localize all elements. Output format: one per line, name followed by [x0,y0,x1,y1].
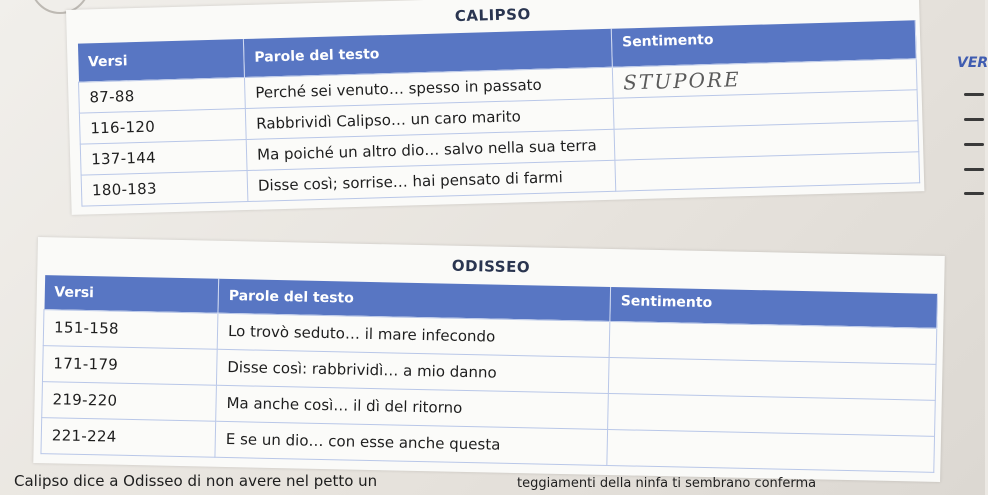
calipso-sheet [66,0,924,215]
calipso-table [77,20,920,206]
parole-cell: E se un dio… con esse anche questa [215,421,608,465]
calipso-header-parole: Parole del testo [243,29,612,77]
versi-cell: 171-179 [42,345,217,385]
versi-cell: 87-88 [79,77,246,113]
calipso-header-sentimento: Sentimento [611,20,916,66]
margin-dash [964,93,984,96]
parole-cell: Ma poiché un altro dio… salvo nella sua terra [246,129,615,170]
odisseo-header-parole: Parole del testo [218,279,611,321]
odisseo-header-sentimento: Sentimento [610,287,938,328]
parole-cell: Rabbrividì Calipso… un caro marito [245,98,614,139]
parole-cell: Disse così: rabbrividì… a mio danno [216,349,609,393]
versi-cell: 221-224 [41,417,216,457]
parole-cell: Disse così; sorrise… hai pensato di farmi [247,160,616,201]
odisseo-sheet [33,237,945,482]
calipso-header-versi: Versi [77,39,244,82]
versi-cell: 219-220 [42,381,217,421]
calipso-title: CALIPSO [454,5,531,26]
margin-dash [964,118,984,121]
versi-cell: 151-158 [43,309,218,349]
margin-dash [964,192,984,195]
handwritten-answer: STUPORE [622,66,741,94]
odisseo-header-versi: Versi [44,275,219,313]
footer-text-left: Calipso dice a Odisseo di non avere nel petto un [14,472,378,490]
versi-cell: 137-144 [80,139,247,175]
parole-cell: Ma anche così… il dì del ritorno [216,385,609,429]
footer-text-right: teggiamenti della ninfa ti sembrano conferma [517,476,817,491]
margin-dash [964,143,984,146]
parole-cell: Lo trovò seduto… il mare infecondo [217,313,610,357]
parole-cell: Perché sei venuto… spesso in passato [244,67,613,108]
margin-dash [964,168,984,171]
versi-cell: 180-183 [81,170,248,206]
margin-heading: VER [957,55,988,71]
sentimento-cell[interactable] [607,429,935,472]
odisseo-title: ODISSEO [451,256,531,277]
versi-cell: 116-120 [79,108,246,144]
odisseo-table [40,275,938,472]
